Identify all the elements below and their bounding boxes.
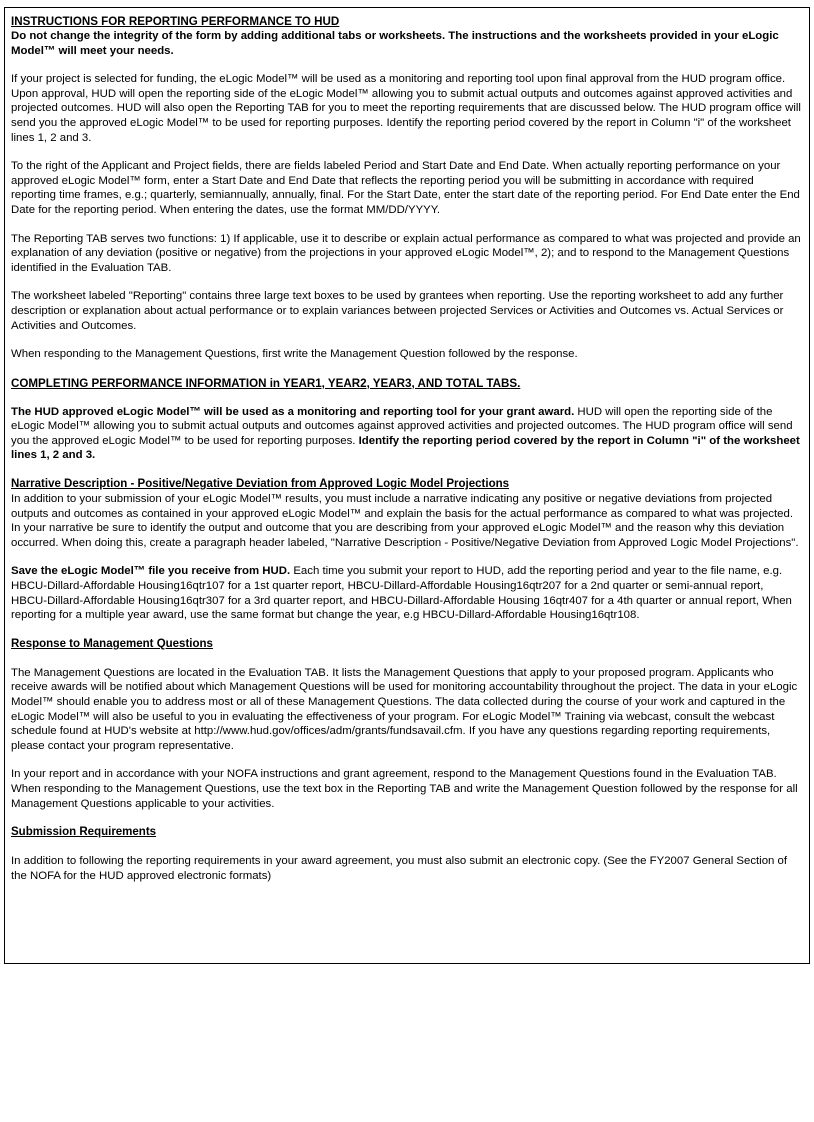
spacer: [11, 391, 801, 405]
completing-body-rest: HUD will open the reporting side of the eLogic Model™ allowing you to submit actual outputs and outcomes against approved activities and projected outcomes. The HUD program office will send you the approved eLogic Model™ to be used for reporting purposes.: [11, 405, 793, 447]
spacer: [11, 58, 801, 72]
spacer: [11, 333, 801, 347]
spacer: [11, 218, 801, 232]
save-file-body: Each time you submit your report to HUD, add the reporting period and year to the file name, e.g. HBCU-Dillard-Affordable Housing16qtr107 for a 1st quarter report, HBCU-Dillard-Affordable Housing16qtr207 for a 2nd quarter or semi-annual report, HBCU-Dillard-Affordable Housing16qtr307 for a 3rd quarter report, and HBCU-Dillard-Affordable Housing 16qtr407 for a 4th quarter or annual report, When reporting for a multiple year award, use the same format but change the year, e.g HBCU-Dillard-Affordable Housing16qtr108.: [11, 565, 792, 622]
intro-bold-paragraph: Do not change the integrity of the form by adding additional tabs or worksheets. The instructions and the worksheets provided in your eLogic Model™ will meet your needs.: [11, 30, 779, 57]
heading-completing-performance: COMPLETING PERFORMANCE INFORMATION in YEAR1, YEAR2, YEAR3, AND TOTAL TABS.: [11, 376, 521, 390]
spacer: [11, 753, 801, 767]
paragraph-reporting-worksheet: The worksheet labeled "Reporting" contains three large text boxes to be used by grantees when reporting. Use the reporting worksheet to add any further description or explanation about actual performance or to explain variances between projected Services or Activities and Outcomes vs. Actual Services or Activities and Outcomes.: [11, 290, 784, 332]
heading-submission-requirements: Submission Requirements: [11, 826, 157, 839]
completing-lead-bold: The HUD approved eLogic Model™ will be used as a monitoring and reporting tool for your grant award.: [11, 405, 575, 418]
save-file-lead-bold: Save the eLogic Model™ file you receive from HUD.: [11, 565, 291, 578]
document-body: [5, 8, 809, 883]
spacer: [11, 145, 801, 159]
paragraph-completing-performance-body: [11, 405, 801, 463]
document-title: INSTRUCTIONS FOR REPORTING PERFORMANCE TO HUD: [11, 15, 340, 28]
spacer: [11, 463, 801, 477]
paragraph-save-file: [11, 564, 801, 622]
document-frame: [4, 7, 810, 964]
heading-response-management-questions: Response to Management Questions: [11, 637, 213, 650]
paragraph-narrative-description: In addition to your submission of your eLogic Model™ results, you must include a narrative indicating any positive or negative deviations from projected outputs and outcomes as contained in your approved eLogic Model™ and explain the basis for the actual performance as compared to what was projected. In your narrative be sure to identify the output and outcome that you are describing from your approved eLogic Model™ and the reason why this deviation occurred. When doing this, create a paragraph header labeled, "Narrative Description - Positive/Negative Deviation from Approved Logic Model Projections".: [11, 493, 799, 549]
spacer: [11, 623, 801, 637]
paragraph-management-questions-detail: The Management Questions are located in the Evaluation TAB. It lists the Management Questions that apply to your proposed program. Applicants who receive awards will be notified about which Management Questions will be used for monitoring accountability throughout the project. The data in your eLogic Model™ should enable you to address most or all of these Management Questions. The data collected during the course of your work and captured in the eLogic Model™ will also be useful to you in evaluating the effectiveness of your program. For eLogic Model™ Training via webcast, consult the webcast schedule found at HUD's website at http://www.hud.gov/offices/adm/grants/fundsavail.cfm. If you have any questions regarding reporting requirements, please contact your program representative.: [11, 666, 798, 752]
paragraph-period-dates: To the right of the Applicant and Project fields, there are fields labeled Period and Start Date and End Date. When actually reporting performance on your approved eLogic Model™ form, enter a Start Date and End Date that reflects the reporting period you will be submitting in accordance with required reporting time frames, e.g.; quarterly, semiannually, annually, final. For the Start Date, enter the start date of the reporting period. For End Date enter the End Date for the reporting period. When entering the dates, use the format MM/DD/YYYY.: [11, 160, 800, 216]
spacer: [11, 275, 801, 289]
spacer: [11, 652, 801, 666]
spacer: [11, 840, 801, 854]
spacer: [11, 550, 801, 564]
completing-tail-bold: Identify the reporting period covered by the report in Column "i" of the worksheet lines 1, 2 and 3.: [11, 434, 800, 462]
heading-narrative-description: Narrative Description - Positive/Negative Deviation from Approved Logic Model Projections: [11, 478, 510, 491]
spacer: [11, 811, 801, 825]
paragraph-funding-approval: If your project is selected for funding, the eLogic Model™ will be used as a monitoring and reporting tool upon final approval from the HUD program office. Upon approval, HUD will open the reporting side of the eLogic Model™ allowing you to submit actual outputs and outcomes against approved activities and projected outcomes. HUD will also open the Reporting TAB for you to meet the reporting requirements that are discussed below. The HUD program office will send you the approved eLogic Model™ to be used for reporting purposes. Identify the reporting period covered by the report in Column "i" of the worksheet lines 1, 2 and 3.: [11, 73, 801, 144]
paragraph-submission-requirements: In addition to following the reporting requirements in your award agreement, you must also submit an electronic copy. (See the FY2007 General Section of the NOFA for the HUD approved electronic formats): [11, 855, 788, 882]
paragraph-report-response: In your report and in accordance with your NOFA instructions and grant agreement, respond to the Management Questions found in the Evaluation TAB. When responding to the Management Questions, use the text box in the Reporting TAB and write the Management Question followed by the response for all Management Questions applicable to your activities.: [11, 768, 798, 810]
paragraph-reporting-tab: The Reporting TAB serves two functions: 1) If applicable, use it to describe or explain actual performance as compared to what was projected and provide an explanation of any deviation (positive or negative) from the projections in your approved eLogic Model™, 2); and to respond to the Management Questions identified in the Evaluation TAB.: [11, 232, 801, 274]
spacer: [11, 362, 801, 376]
paragraph-management-questions-note: When responding to the Management Questions, first write the Management Question followed by the response.: [11, 348, 578, 361]
